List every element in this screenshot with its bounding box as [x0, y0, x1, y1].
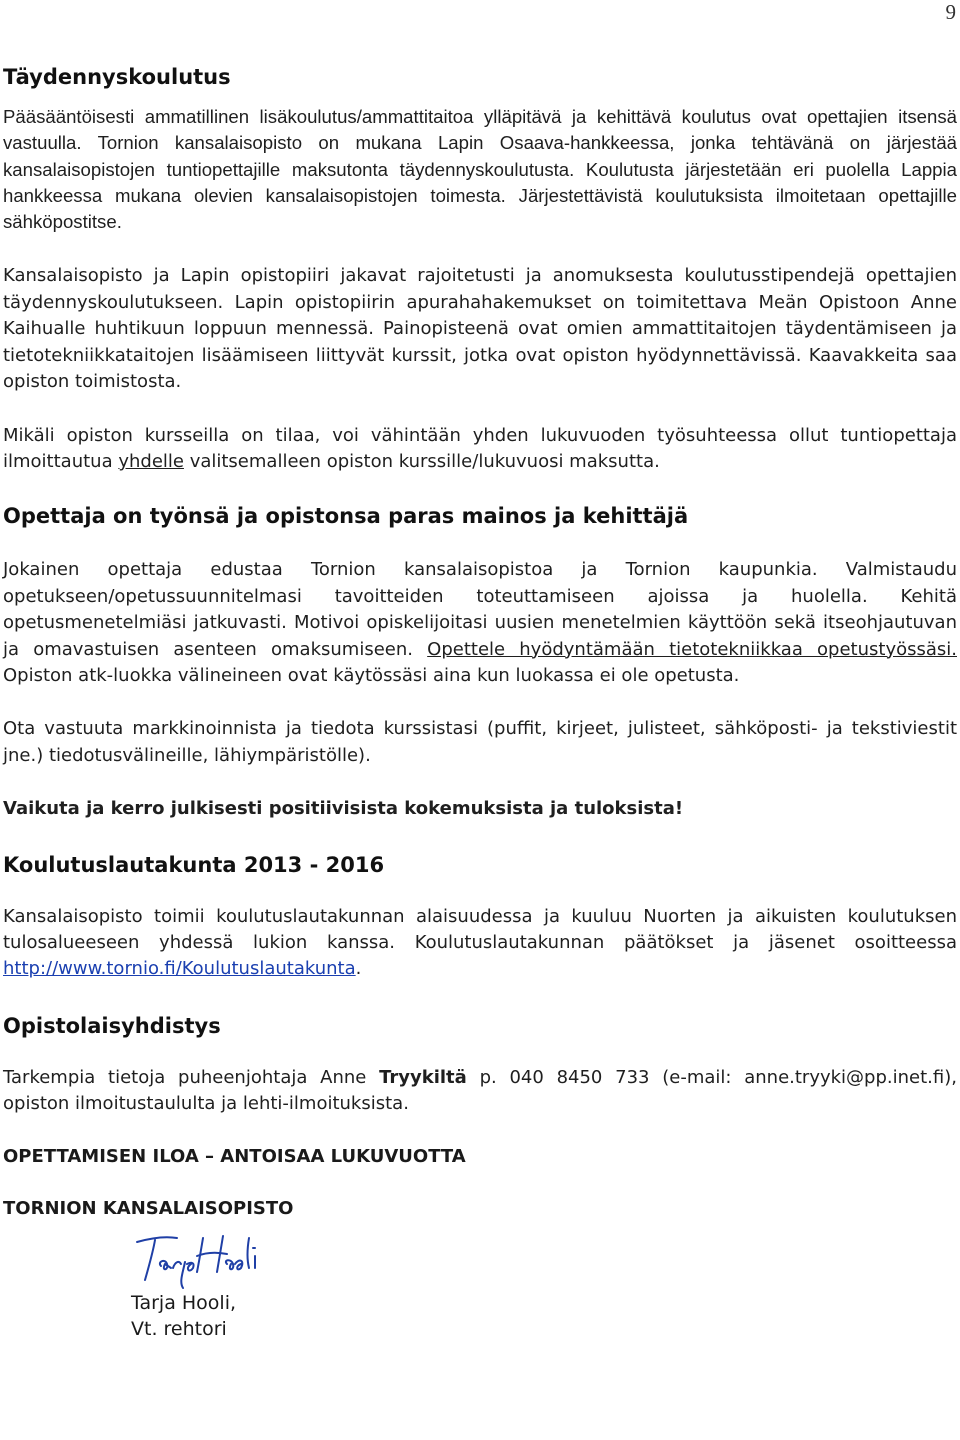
text-segment: valitsemalleen opiston kurssille/lukuvuosi maksutta.	[183, 450, 660, 472]
heading-koulutuslautakunta: Koulutuslautakunta 2013 - 2016	[3, 852, 385, 877]
heading-opettaja: Opettaja on työnsä ja opistonsa paras mainos ja kehittäjä	[3, 504, 689, 529]
page-number: 9	[945, 0, 956, 24]
handwritten-signature	[131, 1232, 281, 1290]
text-segment: Tarkempia tietoja puheenjohtaja Anne	[3, 1066, 380, 1088]
paragraph-lautakunta	[3, 904, 957, 983]
text-segment: Opiston atk-luokka välineineen ovat käytössäsi aina kun luokassa ei ole opetusta.	[3, 664, 740, 686]
signer-title: Vt. rehtori	[131, 1317, 227, 1340]
closing-greeting: OPETTAMISEN ILOA – ANTOISAA LUKUVUOTTA	[3, 1145, 466, 1167]
text-segment: p. 040 8450 733 (e-mail: anne.tryyki@pp.inet.fi), opiston ilmoitustaululta ja lehti-ilmoituksista.	[3, 1066, 957, 1115]
paragraph-opettaja-1	[3, 557, 957, 689]
closing-organization: TORNION KANSALAISOPISTO	[3, 1197, 294, 1219]
heading-taydennyskoulutus: Täydennyskoulutus	[3, 65, 231, 89]
heading-opistolaisyhdistys: Opistolaisyhdistys	[3, 1013, 221, 1038]
signer-name: Tarja Hooli,	[131, 1291, 237, 1314]
signature-block	[131, 1232, 957, 1342]
paragraph-taydennys-3	[3, 423, 957, 476]
paragraph-opettaja-2: Ota vastuuta markkinoinnista ja tiedota kurssistasi (puffit, kirjeet, julisteet, sähköposti- ja tekstiviestit jne.) tiedotusvälineille, lähiympäristölle).	[3, 718, 957, 766]
text-segment: Kansalaisopisto toimii koulutuslautakunnan alaisuudessa ja kuuluu Nuorten ja aikuisten koulutuksen tulosalueeseen yhdessä lukion kanssa. Koulutuslautakunnan päätökset ja jäsenet osoitteessa	[3, 905, 957, 953]
underlined-text: yhdelle	[118, 450, 184, 472]
text-segment: Jokainen opettaja edustaa Tornion kansalaisopistoa ja Tornion kaupunkia. Valmistaudu opetukseen/opetussuunnitelmasi tavoitteiden toteuttamiseen ajoissa ja huolella. Kehitä opetusmenetelmiäsi jatkuvasti. Motivoi opiskelijoitasi uusien menetelmien käyttöön sekä itseohjautuvan ja omavastuisen asenteen omaksumiseen.	[3, 559, 957, 660]
koulutuslautakunta-link[interactable]: http://www.tornio.fi/Koulutuslautakunta	[3, 958, 356, 980]
underlined-text: Opettele hyödyntämään tietotekniikkaa opetustyössäsi.	[427, 638, 957, 660]
text-segment: Mikäli opiston kursseilla on tilaa, voi vähintään yhden lukuvuoden työsuhteessa ollut tuntiopettaja ilmoittautua	[3, 424, 957, 472]
paragraph-taydennys-2: Kansalaisopisto ja Lapin opistopiiri jakavat rajoitetusti ja anomuksesta koulutusstipendejä opettajien täydennyskoulutukseen. Lapin opistopiirin apurahahakemukset on toimitettava Meän Opistoon Anne Kaihualle huhtikuun loppuun mennessä. Painopisteenä ovat omien ammattitaitojen täydentämiseen ja tietotekniikkataitojen lisäämiseen liittyvät kurssit, jotka ovat opiston hyödynnettävissä. Kaavakkeita saa opiston toimistosta.	[3, 265, 957, 393]
bold-name: Tryykiltä	[379, 1066, 467, 1088]
paragraph-taydennys-1: Pääsääntöisesti ammatillinen lisäkoulutus/ammattitaitoa ylläpitävä ja kehittävä koulutus ovat opettajien itsensä vastuulla. Tornion kansalaisopisto on mukana Lapin Osaava-hankkeessa, jonka tehtävänä on järjestää kansalaisopistojen tuntiopettajille maksutonta täydennyskoulutusta. Koulutusta järjestetään eri puolella Lappia hankkeessa mukana olevien kansalaisopistojen toimesta. Järjestettävistä koulutuksista ilmoitetaan opettajille sähköpostitse.	[3, 106, 957, 233]
bold-statement: Vaikuta ja kerro julkisesti positiivisista kokemuksista ja tuloksista!	[3, 798, 684, 820]
text-segment: .	[355, 958, 362, 980]
document-body	[3, 62, 957, 1342]
paragraph-yhdistys	[3, 1065, 957, 1118]
